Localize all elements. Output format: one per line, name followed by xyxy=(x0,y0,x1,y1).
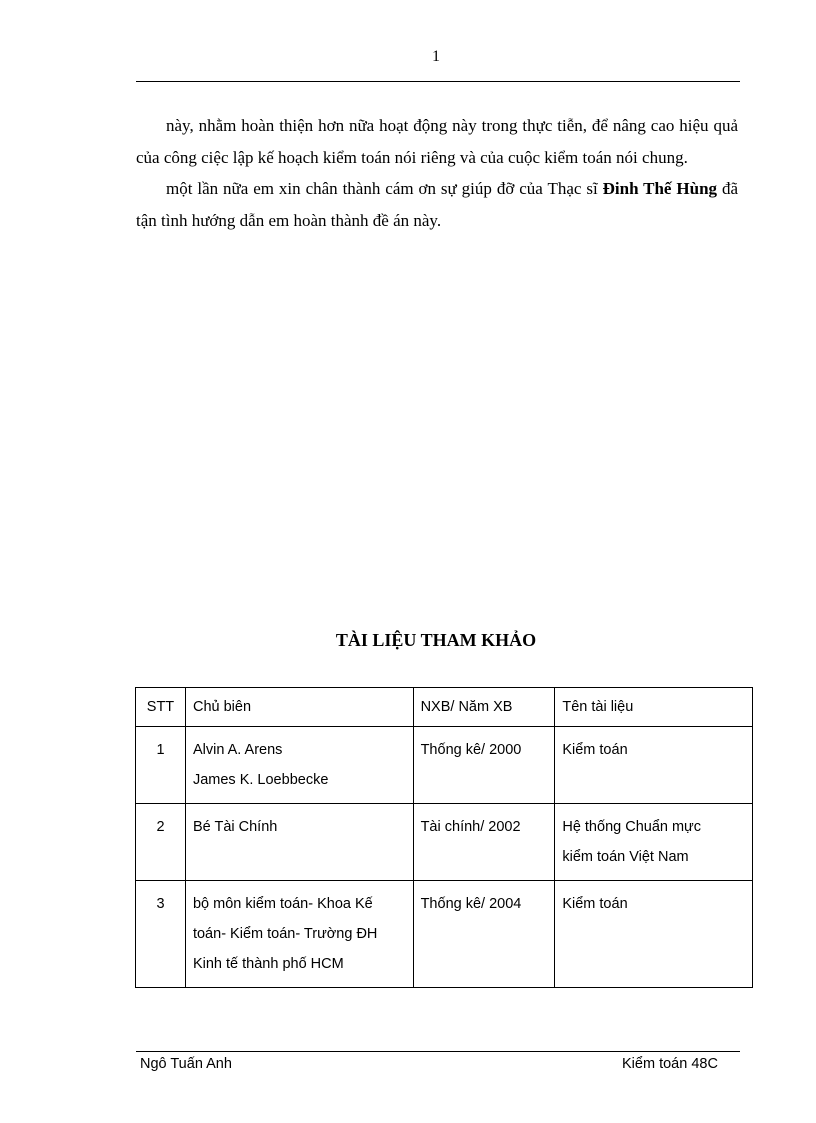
cell-author xyxy=(185,804,413,881)
cell-stt: 3 xyxy=(136,881,186,988)
cell-stt: 1 xyxy=(136,727,186,804)
author-line: James K. Loebbecke xyxy=(192,772,329,788)
cell-author xyxy=(185,881,413,988)
footer-class: Kiểm toán 48C xyxy=(622,1056,718,1072)
references-table xyxy=(135,687,753,988)
footer-author: Ngô Tuấn Anh xyxy=(140,1056,232,1072)
table-row xyxy=(136,727,753,804)
paragraph-2 xyxy=(136,173,738,236)
cell-author xyxy=(185,727,413,804)
column-header-title: Tên tài liệu xyxy=(555,688,753,727)
column-header-publisher: NXB/ Năm XB xyxy=(413,688,555,727)
author-line: toán- Kiểm toán- Trường ĐH xyxy=(192,926,378,942)
header-divider xyxy=(136,81,740,82)
page-number: 1 xyxy=(432,48,440,65)
table-row xyxy=(136,881,753,988)
cell-publisher: Thống kê/ 2004 xyxy=(413,881,555,988)
cell-title: Kiểm toán xyxy=(555,881,753,988)
cell-publisher: Tài chính/ 2002 xyxy=(413,804,555,881)
cell-stt: 2 xyxy=(136,804,186,881)
column-header-author: Chủ biên xyxy=(185,688,413,727)
column-header-stt: STT xyxy=(136,688,186,727)
footer-divider xyxy=(136,1051,740,1052)
table-header-row xyxy=(136,688,753,727)
cell-publisher: Thống kê/ 2000 xyxy=(413,727,555,804)
author-line: Bé Tài Chính xyxy=(192,819,278,835)
paragraph-2-start: một lần nữa em xin chân thành cám ơn sự giúp đỡ của Thạc sĩ xyxy=(166,179,603,198)
references-title: TÀI LIỆU THAM KHẢO xyxy=(335,630,537,650)
author-line: Kinh tế thành phố HCM xyxy=(192,956,344,972)
title-line: kiểm toán Việt Nam xyxy=(562,849,689,865)
table-row xyxy=(136,804,753,881)
advisor-name: Đinh Thế Hùng xyxy=(602,179,718,198)
body-text xyxy=(136,110,738,236)
author-line: bộ môn kiểm toán- Khoa Kế xyxy=(192,896,373,912)
cell-title xyxy=(555,804,753,881)
paragraph-1: này, nhằm hoàn thiện hơn nữa hoạt động này trong thực tiễn, để nâng cao hiệu quả của công ciệc lập kế hoạch kiểm toán nói riêng và của cuộc kiểm toán nói chung. xyxy=(136,116,738,167)
cell-title: Kiểm toán xyxy=(555,727,753,804)
author-line: Alvin A. Arens xyxy=(192,742,283,758)
paragraph-2-end: đã tận tình hướng dẫn em hoàn thành đề án này. xyxy=(136,179,738,230)
title-line: Hệ thống Chuẩn mực xyxy=(562,819,702,835)
